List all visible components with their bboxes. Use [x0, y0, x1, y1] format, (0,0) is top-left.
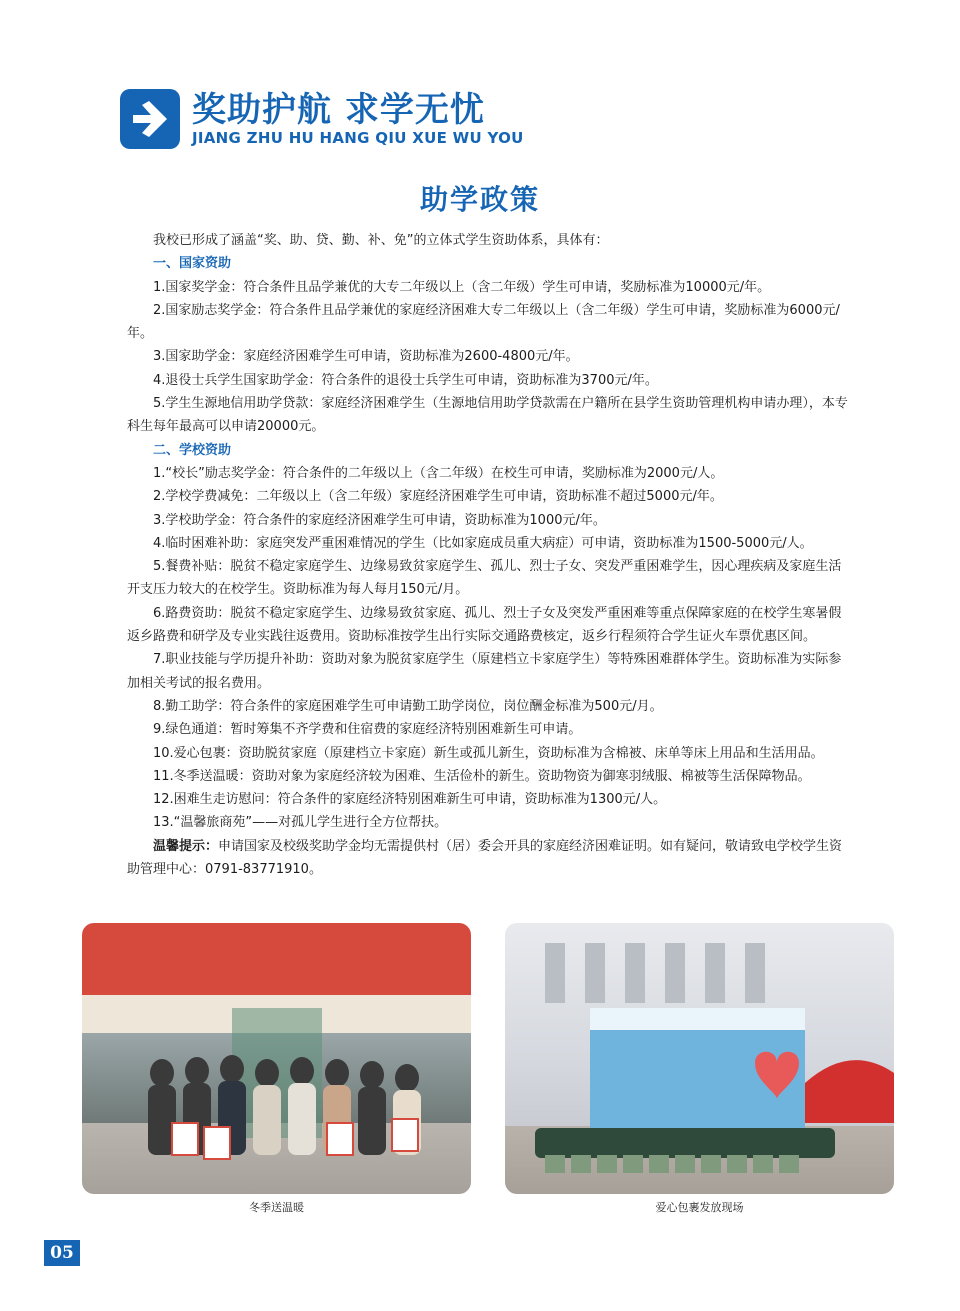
list-item: 1.国家奖学金：符合条件且品学兼优的大专二年级以上（含二年级）学生可申请，奖励标准为10000元/年。 — [153, 279, 771, 295]
list-item: 5.学生生源地信用助学贷款：家庭经济困难学生（生源地信用助学贷款需在户籍所在县学生资助管理机构申请办理），本专科生每年最高可以申请20000元。 — [127, 396, 848, 435]
section-heading-national: 一、国家资助 — [153, 256, 232, 272]
list-item: 2.国家励志奖学金：符合条件且品学兼优的家庭经济困难大专二年级以上（含二年级）学生可申请，奖励标准为6000元/年。 — [127, 302, 840, 342]
banner-subtitle: JIANG ZHU HU HANG QIU XUE WU YOU — [192, 129, 524, 147]
list-item: 11.冬季送温暖：资助对象为家庭经济较为困难、生活俭朴的新生。资助物资为御寒羽绒服、棉被等生活保障物品。 — [153, 768, 811, 784]
photo-love-package — [505, 923, 894, 1194]
list-item: 10.爱心包裹：资助脱贫家庭（原建档立卡家庭）新生或孤儿新生，资助标准为含棉被、床单等床上用品和生活用品。 — [153, 745, 824, 761]
tip-text: 申请国家及校级奖助学金均无需提供村（居）委会开具的家庭经济困难证明。如有疑问，敬请致电学校学生资助管理中心：0791-83771910。 — [127, 838, 843, 878]
list-item: 6.路费资助：脱贫不稳定家庭学生、边缘易致贫家庭、孤儿、烈士子女及突发严重困难等重点保障家庭的在校学生寒暑假返乡路费和研学及专业实践往返费用。资助标准按学生出行实际交通路费核定，返乡行程须符合学生证火车票优惠区间。 — [127, 605, 842, 645]
photo-caption: 爱心包裹发放现场 — [655, 1201, 744, 1214]
list-item: 5.餐费补贴：脱贫不稳定家庭学生、边缘易致贫家庭学生、孤儿、烈士子女、突发严重困难学生，因心理疾病及家庭生活开支压力较大的在校学生。资助标准为每人每月150元/月。 — [127, 559, 842, 598]
page-number: 05 — [44, 1240, 80, 1266]
banner-text — [192, 91, 524, 147]
arrow-right-icon — [120, 89, 180, 149]
list-item: 9.绿色通道：暂时筹集不齐学费和住宿费的家庭经济特别困难新生可申请。 — [153, 722, 582, 738]
photo-caption: 冬季送温暖 — [249, 1201, 304, 1214]
page-title: 助学政策 — [419, 183, 540, 216]
header-banner — [120, 88, 524, 150]
list-item: 12.困难生走访慰问：符合条件的家庭经济特别困难新生可申请，资助标准为1300元/人。 — [153, 792, 667, 808]
list-item: 3.国家助学金：家庭经济困难学生可申请，资助标准为2600-4800元/年。 — [153, 349, 579, 365]
list-item: 2.学校学费减免：二年级以上（含二年级）家庭经济困难学生可申请，资助标准不超过5000元/年。 — [153, 489, 723, 505]
list-item: 1.“校长”励志奖学金：符合条件的二年级以上（含二年级）在校生可申请，奖励标准为2000元/人。 — [153, 465, 724, 481]
section-heading-school: 二、学校资助 — [153, 442, 232, 458]
list-item: 4.退役士兵学生国家助学金：符合条件的退役士兵学生可申请，资助标准为3700元/年。 — [153, 372, 658, 388]
list-item: 7.职业技能与学历提升补助：资助对象为脱贫家庭学生（原建档立卡家庭学生）等特殊困难群体学生。资助标准为实际参加相关考试的报名费用。 — [127, 652, 842, 691]
policy-content — [127, 229, 851, 881]
tip-paragraph — [127, 835, 851, 882]
banner-title: 奖助护航 求学无忧 — [192, 90, 485, 130]
tip-label: 温馨提示： — [153, 838, 219, 854]
photo-winter-warmth — [82, 923, 471, 1194]
list-item: 13.“温馨旅商苑”——对孤儿学生进行全方位帮扶。 — [153, 815, 448, 831]
intro-text: 我校已形成了涵盖“奖、助、贷、勤、补、免”的立体式学生资助体系，具体有： — [153, 233, 609, 248]
list-item: 8.勤工助学：符合条件的家庭困难学生可申请勤工助学岗位，岗位酬金标准为500元/月。 — [153, 698, 663, 714]
list-item: 4.临时困难补助：家庭突发严重困难情况的学生（比如家庭成员重大病症）可申请，资助标准为1500-5000元/人。 — [153, 535, 813, 551]
list-item: 3.学校助学金：符合条件的家庭经济困难学生可申请，资助标准为1000元/年。 — [153, 512, 606, 528]
